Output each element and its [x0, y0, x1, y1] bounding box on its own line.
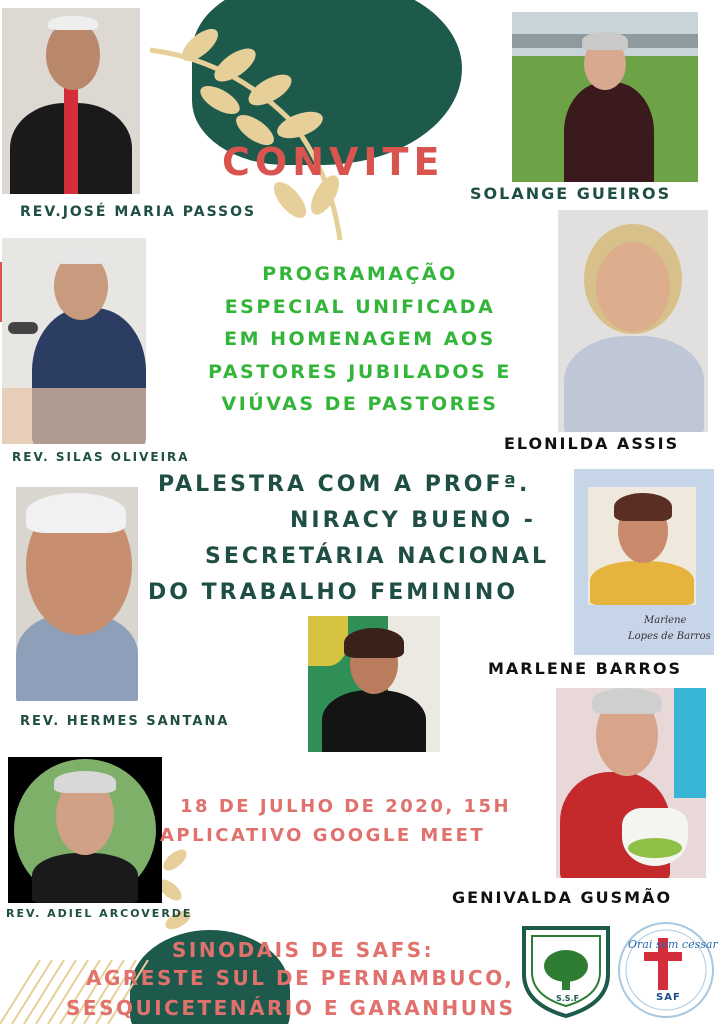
photo-niracy-bueno: [308, 616, 440, 752]
program-description: [180, 258, 540, 421]
caption-genivalda-gusmao: GENIVALDA GUSMÃO: [452, 888, 673, 907]
program-line: PROGRAMAÇÃO: [262, 263, 458, 285]
organizers-line: AGRESTE SUL DE PERNAMBUCO,: [86, 966, 515, 990]
marlene-signature-line-1: Marlene: [644, 615, 687, 626]
program-line: EM HOMENAGEM AOS: [224, 328, 496, 350]
program-line: PASTORES JUBILADOS E: [208, 360, 512, 383]
marlene-signature-line-2: Lopes de Barros: [628, 631, 711, 642]
photo-rev-silas-oliveira: [2, 238, 146, 444]
invite-title: CONVITE: [222, 140, 445, 184]
caption-elonilda-assis: ELONILDA ASSIS: [504, 434, 680, 453]
event-date: 18 DE JULHO DE 2020, 15H: [180, 796, 512, 817]
event-platform: APLICATIVO GOOGLE MEET: [160, 825, 486, 846]
photo-elonilda-assis: [558, 210, 708, 432]
photo-solange-gueiros: [512, 12, 698, 182]
caption-solange-gueiros: SOLANGE GUEIROS: [470, 184, 672, 203]
caption-marlene-barros: MARLENE BARROS: [488, 659, 682, 678]
organizers-line: SESQUICETENÁRIO E GARANHUNS: [66, 996, 516, 1020]
photo-marlene-barros: [574, 469, 714, 655]
ssf-shield-logo: [520, 922, 612, 1018]
saf-logo-label: SAF: [656, 992, 681, 1003]
caption-rev-adiel-arcoverde: REV. ADIEL ARCOVERDE: [6, 907, 193, 920]
saf-cross-logo: [616, 920, 716, 1020]
program-line: VIÚVAS DE PASTORES: [221, 393, 499, 415]
organizers-line: SINODAIS DE SAFS:: [172, 938, 435, 962]
lecture-line: DO TRABALHO FEMININO: [148, 580, 519, 605]
photo-rev-hermes-santana: [16, 487, 138, 701]
caption-rev-hermes-santana: REV. HERMES SANTANA: [20, 714, 230, 729]
lecture-line: NIRACY BUENO -: [290, 508, 536, 533]
saf-logo-motto: Orai sem cessar: [628, 938, 718, 951]
caption-rev-silas-oliveira: REV. SILAS OLIVEIRA: [12, 450, 190, 464]
photo-rev-adiel-arcoverde: [8, 757, 162, 903]
ssf-logo-label: S.S.F: [556, 994, 580, 1003]
lecture-line: SECRETÁRIA NACIONAL: [205, 544, 550, 569]
lecture-line: PALESTRA COM A PROFª.: [158, 472, 531, 497]
photo-genivalda-gusmao: [556, 688, 706, 878]
program-line: ESPECIAL UNIFICADA: [224, 295, 496, 318]
photo-rev-jose-maria-passos: [2, 8, 140, 194]
caption-rev-jose-maria-passos: REV.JOSÉ MARIA PASSOS: [20, 204, 257, 220]
